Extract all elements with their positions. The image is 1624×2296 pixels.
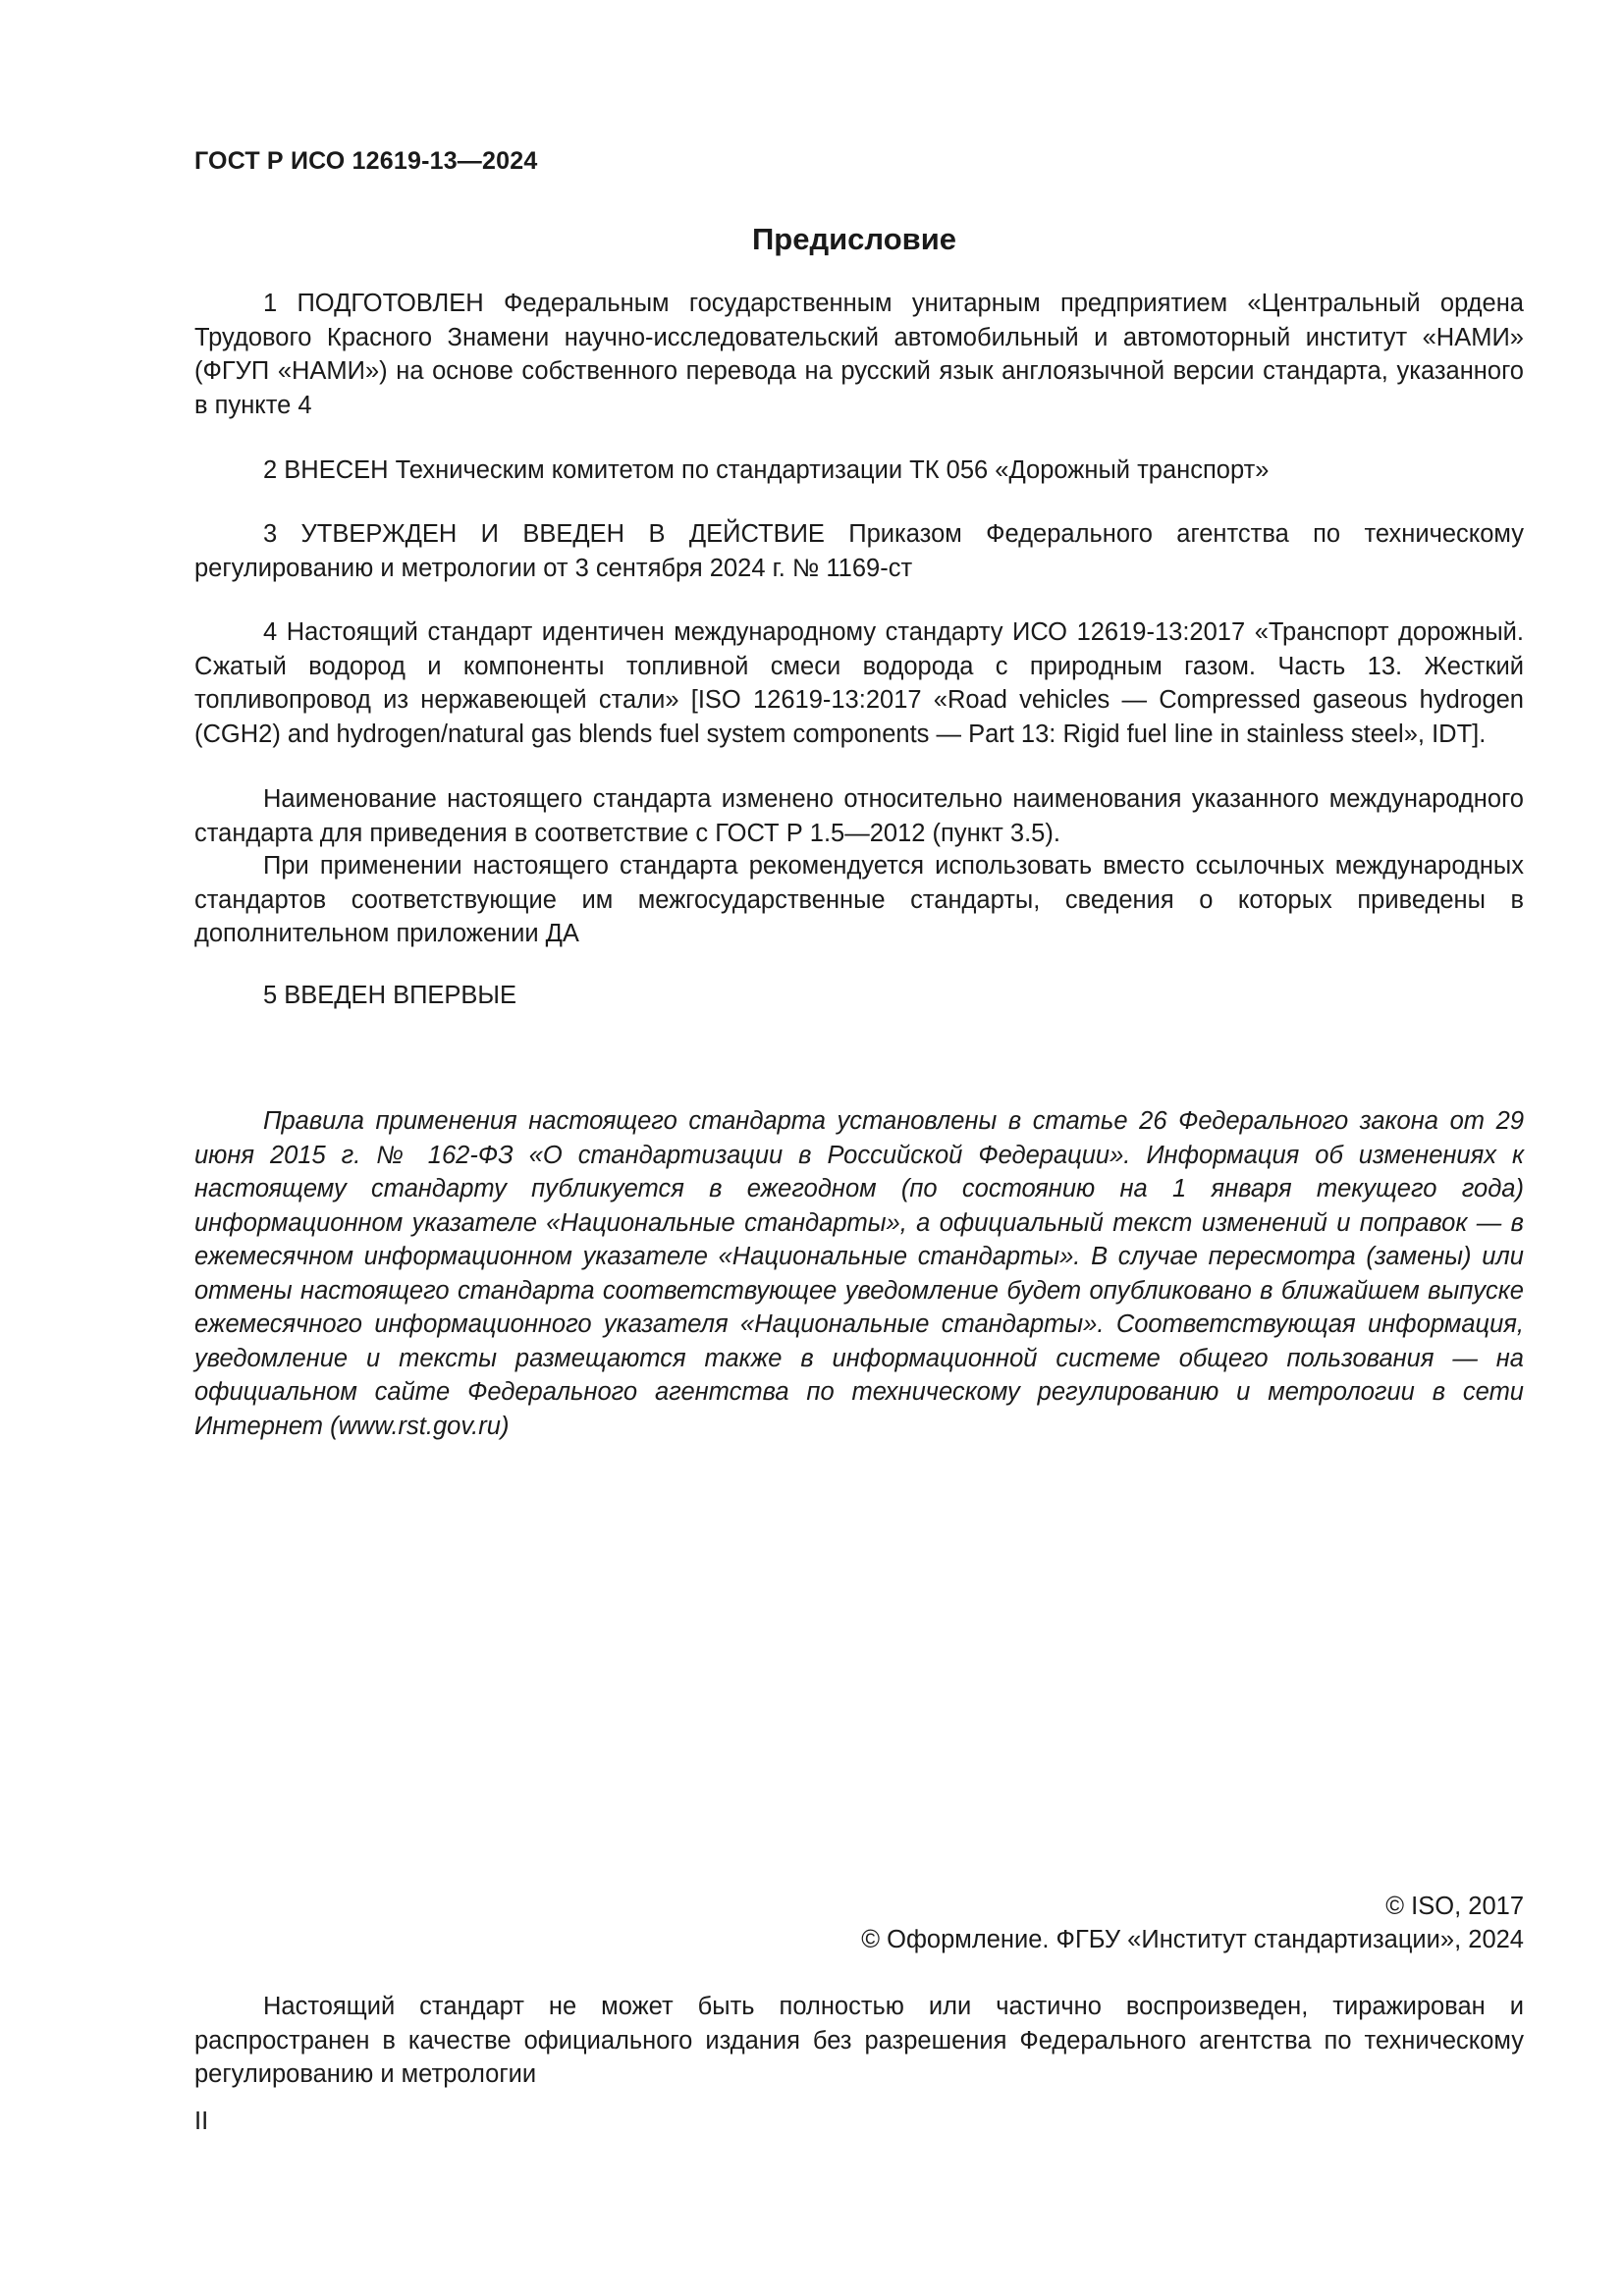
foreword-item-2: 2 ВНЕСЕН Техническим комитетом по стандартизации ТК 056 «Дорожный транспорт» [263,456,1270,484]
reproduction-notice: Настоящий стандарт не может быть полностью или частично воспроизведен, тиражирован и распространен в качестве официального издания без разрешения Федерального агентства по техническому регулированию и метрологии [194,1993,1524,2088]
foreword-item-4: 4 Настоящий стандарт идентичен международному стандарту ИСО 12619-13:2017 «Транспорт дорожный. Сжатый водород и компоненты топливной смеси водорода с природным газом. Часть 13. Жесткий топливопровод из нержавеющей стали» [ISO 12619-13:2017 «Road vehicles — Compressed gaseous hydrogen (CGH2) and hydrogen/natural gas blends fuel system components — Part 13: Rigid fuel line in stainless steel», IDT]. [194,618,1524,748]
page-title: Предисловие [751,222,956,256]
standard-id-header: ГОСТ Р ИСО 12619-13—2024 [194,147,538,175]
foreword-item-4-title-note: Наименование настоящего стандарта изменено относительно наименования указанного международного стандарта для приведения в соответствие с ГОСТ Р 1.5—2012 (пункт 3.5). [194,785,1524,847]
iso-copyright: © ISO, 2017 [1385,1893,1524,1920]
design-copyright: © Оформление. ФГБУ «Институт стандартизации», 2024 [861,1926,1524,1953]
foreword-item-1: 1 ПОДГОТОВЛЕН Федеральным государственным унитарным предприятием «Центральный ордена Трудового Красного Знамени научно-исследовательский автомобильный и автомоторный институт «НАМИ» (ФГУП «НАМИ») на основе собственного перевода на русский язык англоязычной версии стандарта, указанного в пункте 4 [194,290,1524,419]
foreword-item-4-reference-note: При применении настоящего стандарта рекомендуется использовать вместо ссылочных международных стандартов соответствующие им межгосударственные стандарты, сведения о которых приведены в дополнительном приложении ДА [194,852,1524,947]
application-rules-notice: Правила применения настоящего стандарта установлены в статье 26 Федерального закона от 29 июня 2015 г. № 162-ФЗ «О стандартизации в Российской Федерации». Информация об изменениях к настоящему стандарту публикуется в ежегодном (по состоянию на 1 января текущего года) информационном указателе «Национальные стандарты», а официальный текст изменений и поправок — в ежемесячном информационном указателе «Национальные стандарты». В случае пересмотра (замены) или отмены настоящего стандарта соответствующее уведомление будет опубликовано в ближайшем выпуске ежемесячного информационного указателя «Национальные стандарты». Соответствующая информация, уведомление и тексты размещаются также в информационной системе общего пользования — на официальном сайте Федерального агентства по техническому регулированию и метрологии в сети Интернет (www.rst.gov.ru) [194,1107,1524,1440]
page-number: II [194,2108,209,2135]
foreword-item-5: 5 ВВЕДЕН ВПЕРВЫЕ [263,982,517,1009]
foreword-item-3: 3 УТВЕРЖДЕН И ВВЕДЕН В ДЕЙСТВИЕ Приказом Федерального агентства по техническому регулированию и метрологии от 3 сентября 2024 г. № 1169-ст [194,520,1524,582]
